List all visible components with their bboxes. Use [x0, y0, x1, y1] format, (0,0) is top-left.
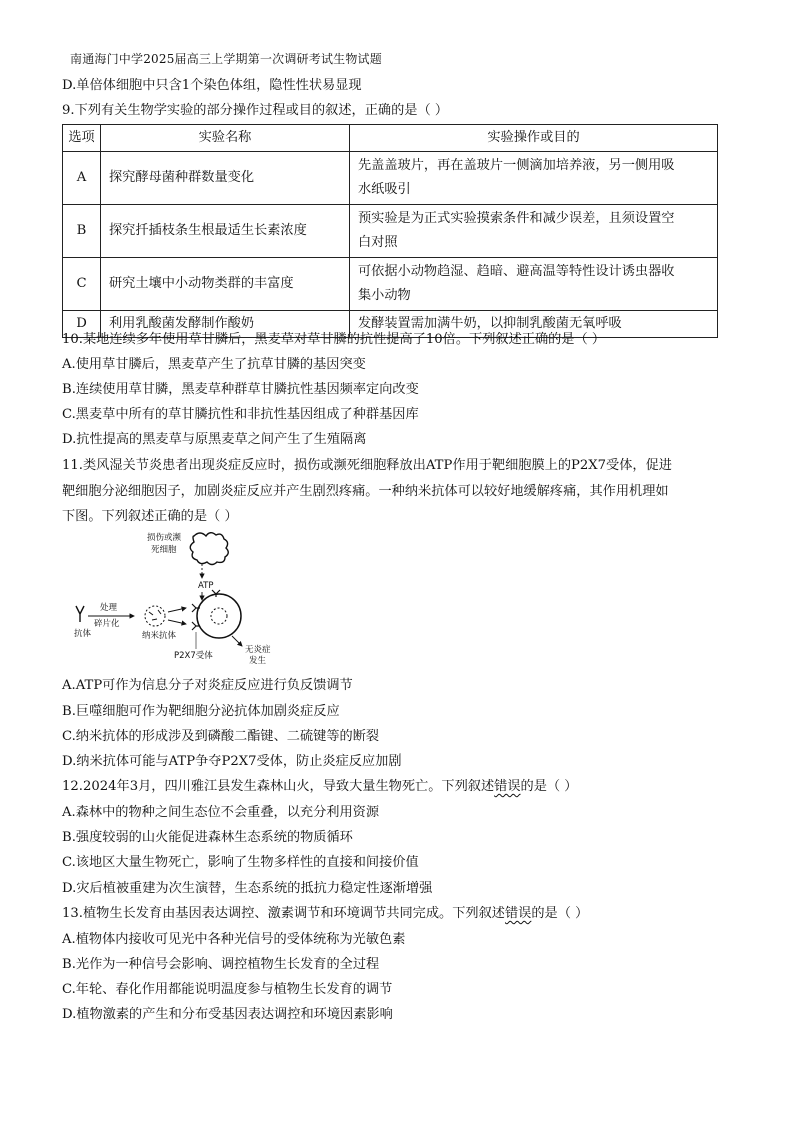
- q10-stem: 10.某地连续多年使用草甘膦后，黑麦草对草甘膦的抗性提高了10倍。下列叙述正确的是（ ）: [62, 332, 606, 347]
- table-cell-detail: [350, 205, 718, 258]
- detail-line: 水纸吸引: [358, 182, 411, 197]
- q10-option-b: B.连续使用草甘膦，黑麦草种群草甘膦抗性基因频率定向改变: [62, 382, 419, 397]
- q12-stem: [62, 777, 578, 797]
- q9-table: [62, 124, 718, 338]
- q13-option-b: B.光作为一种信号会影响、调控植物生长发育的全过程: [62, 957, 380, 972]
- binding-arrow: [168, 620, 186, 624]
- q13-stem-after: 的是（ ）: [531, 906, 589, 921]
- table-header-cell: 实验操作或目的: [350, 125, 718, 152]
- q12-stem-before: 12.2024年3月，四川雅江县发生森林山火，导致大量生物死亡。下列叙述: [62, 779, 495, 794]
- q12-option-b: B.强度较弱的山火能促进森林生态系统的物质循环: [62, 830, 353, 845]
- damaged-cell-label: 损伤或濒: [147, 533, 182, 543]
- table-cell-option: D: [63, 311, 101, 338]
- receptor-label: P2X7受体: [174, 651, 213, 661]
- no-inflammation-label: 无炎症: [245, 645, 271, 655]
- table-cell-name: 研究土壤中小动物类群的丰富度: [101, 258, 350, 311]
- process-label: 碎片化: [94, 619, 120, 629]
- table-row: [63, 258, 718, 311]
- q12-stem-after: 的是（ ）: [520, 779, 578, 794]
- atp-label: ATP: [198, 581, 214, 591]
- q10-option-d: D.抗性提高的黑麦草与原黑麦草之间产生了生殖隔离: [62, 432, 367, 447]
- q13-option-d: D.植物激素的产生和分布受基因表达调控和环境因素影响: [62, 1007, 393, 1022]
- target-cell-nucleus: [211, 608, 227, 624]
- q13-stem-emphasis: 错误: [504, 906, 532, 921]
- table-row: [63, 205, 718, 258]
- q12-option-a: A.森林中的物种之间生态位不会重叠，以充分利用资源: [62, 805, 380, 820]
- table-cell-name: 探究扦插枝条生根最适生长素浓度: [101, 205, 350, 258]
- q10-option-c: C.黑麦草中所有的草甘膦抗性和非抗性基因组成了种群基因库: [62, 407, 419, 422]
- q11-stem-line: 下图。下列叙述正确的是（ ）: [62, 509, 238, 524]
- q13-option-a: A.植物体内接收可见光中各种光信号的受体统称为光敏色素: [62, 932, 406, 947]
- q12-option-d: D.灾后植被重建为次生演替，生态系统的抵抗力稳定性逐渐增强: [62, 881, 433, 896]
- q13-stem: [62, 904, 588, 924]
- table-cell-option: C: [63, 258, 101, 311]
- detail-line: 预实验是为正式实验摸索条件和减少误差，且须设置空: [358, 211, 675, 226]
- nano-antibody-fragment: [149, 610, 161, 620]
- target-cell: [197, 594, 241, 638]
- page-header: 南通海门中学2025届高三上学期第一次调研考试生物试题: [70, 52, 382, 66]
- q11-mechanism-figure: [62, 528, 292, 668]
- q12-stem-emphasis: 错误: [494, 779, 521, 794]
- damaged-cell-shape: [190, 533, 228, 565]
- table-row: [63, 152, 718, 205]
- process-label: 处理: [100, 603, 118, 613]
- detail-line: 可依据小动物趋湿、趋暗、避高温等特性设计诱虫器收: [358, 264, 675, 279]
- table-cell-detail: [350, 258, 718, 311]
- binding-arrow: [168, 608, 186, 612]
- q11-option-a: A.ATP可作为信息分子对炎症反应进行负反馈调节: [62, 678, 353, 693]
- table-cell-option: A: [63, 152, 101, 205]
- q11-stem-line: 靶细胞分泌细胞因子，加剧炎症反应并产生剧烈疼痛。一种纳米抗体可以较好地缓解疼痛，其作用机理如: [62, 484, 669, 499]
- table-cell-name: 探究酵母菌种群数量变化: [101, 152, 350, 205]
- nano-antibody-fragments: [145, 606, 165, 626]
- table-header-row: [63, 125, 718, 152]
- q12-option-c: C.该地区大量生物死亡，影响了生物多样性的直接和间接价值: [62, 855, 419, 870]
- p2x7-receptor-icon: [192, 604, 200, 612]
- table-header-cell: 实验名称: [101, 125, 350, 152]
- detail-line: 集小动物: [358, 288, 411, 303]
- table-cell-name: 利用乳酸菌发酵制作酸奶: [101, 311, 350, 338]
- q9-stem: 9.下列有关生物学实验的部分操作过程或目的叙述，正确的是（ ）: [62, 103, 449, 118]
- antibody-icon: [76, 606, 84, 622]
- q11-option-d: D.纳米抗体可能与ATP争夺P2X7受体，防止炎症反应加剧: [62, 754, 402, 769]
- no-inflammation-arrow: [232, 636, 242, 646]
- table-cell-option: B: [63, 205, 101, 258]
- q13-stem-before: 13.植物生长发育由基因表达调控、激素调节和环境调节共同完成。下列叙述: [62, 906, 505, 921]
- detail-line: 先盖盖玻片，再在盖玻片一侧滴加培养液，另一侧用吸: [358, 158, 675, 173]
- q10-option-a: A.使用草甘膦后，黑麦草产生了抗草甘膦的基因突变: [62, 357, 366, 372]
- detail-line: 发酵装置需加满牛奶，以抑制乳酸菌无氧呼吸: [358, 316, 622, 331]
- damaged-cell-label: 死细胞: [151, 545, 177, 555]
- q11-option-c: C.纳米抗体的形成涉及到磷酸二酯键、二硫键等的断裂: [62, 729, 380, 744]
- detail-line: 白对照: [358, 235, 398, 250]
- antibody-label: 抗体: [74, 629, 92, 639]
- no-inflammation-label: 发生: [249, 656, 267, 666]
- table-cell-detail: [350, 152, 718, 205]
- q11-stem-line: 11.类风湿关节炎患者出现炎症反应时，损伤或濒死细胞释放出ATP作用于靶细胞膜上的P2X7受体，促进: [62, 458, 672, 473]
- q11-option-b: B.巨噬细胞可作为靶细胞分泌抗体加剧炎症反应: [62, 704, 340, 719]
- mechanism-diagram: [62, 528, 292, 668]
- q8-option-d: D.单倍体细胞中只含1个染色体组，隐性性状易显现: [62, 78, 362, 93]
- table-header-cell: 选项: [63, 125, 101, 152]
- nano-antibody-label: 纳米抗体: [142, 631, 177, 641]
- q13-option-c: C.年轮、春化作用都能说明温度参与植物生长发育的调节: [62, 982, 393, 997]
